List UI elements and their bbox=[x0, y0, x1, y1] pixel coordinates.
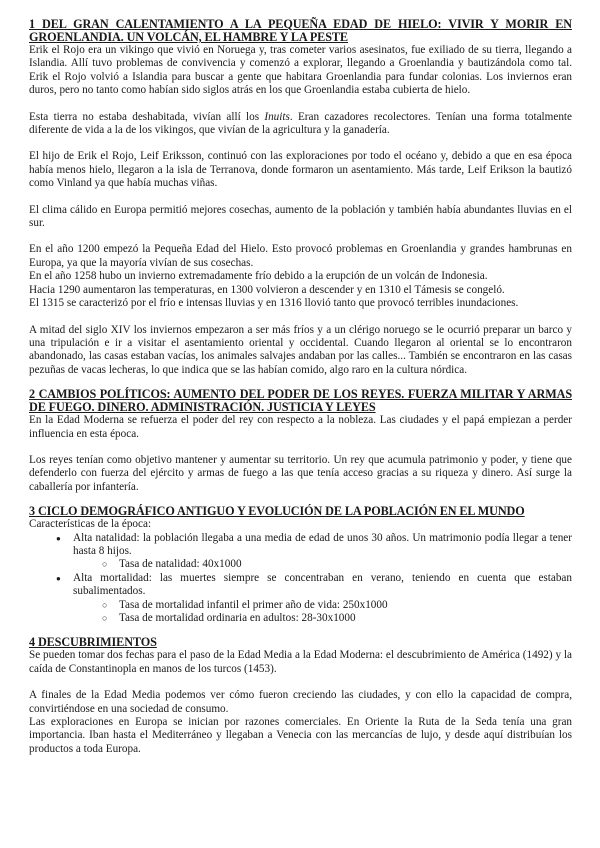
section-1-paragraph-1: Erik el Rojo era un vikingo que vivió en Noruega y, tras cometer varios asesinatos, fue exiliado de su tierra, llegando a Islandia. Allí tuvo problemas de convivencia y comenzó a explorar, llegando a Groenlandia y bautizándola como tal. Erik el Rojo volvió a Islandia para buscar a gente que habitara Groenlandia para fundar colonias. Los inviernos eran duros, pero no tanto como habían sido siglos atrás en los que Groenlandia estaba cubierta de hielo. bbox=[29, 44, 572, 97]
section-2-title: 2 CAMBIOS POLÍTICOS: AUMENTO DEL PODER DE LOS REYES. FUERZA MILITAR Y ARMAS DE FUEGO. DINERO. ADMINISTRACIÓN. JUSTICIA Y LEYES bbox=[29, 387, 572, 415]
section-1-title: 1 DEL GRAN CALENTAMIENTO A LA PEQUEÑA EDAD DE HIELO: VIVIR Y MORIR EN GROENLANDIA. UN VOLCÁN, EL HAMBRE Y LA PESTE bbox=[29, 17, 572, 44]
document-page bbox=[29, 18, 572, 756]
section-1-paragraph-6: En el año 1258 hubo un invierno extremadamente frío debido a la erupción de un volcán de Indonesia. bbox=[29, 270, 488, 283]
characteristics-list bbox=[29, 532, 572, 626]
section-2-paragraph-1: En la Edad Moderna se refuerza el poder del rey con respecto a la nobleza. Las ciudades y el papá empiezan a perder influencia en esta época. bbox=[29, 414, 572, 440]
section-1-paragraph-9: A mitad del siglo XIV los inviernos empezaron a ser más fríos y a un clérigo noruego se le ocurrió preparar un barco y una tripulación e ir a visitar el asentamiento oriental y occidental. Cuando llegaron al oriental se lo encontraron abandonado, las casas estaban vacías, los animales salvajes andaban por las calles... También se encontraron en las casas pezuñas de vacas lecheras, lo que indica que se las habían comido, algo raro en la cultura nórdica. bbox=[29, 323, 572, 376]
section-1-paragraph-4: El clima cálido en Europa permitió mejores cosechas, aumento de la población y también había abundantes lluvias en el sur. bbox=[29, 203, 572, 230]
list-subitem-tasa-natalidad: ○ Tasa de natalidad: 40x1000 bbox=[29, 558, 572, 571]
section-3-intro: Características de la época: bbox=[29, 518, 152, 531]
section-2-paragraph-2: Los reyes tenían como objetivo mantener y aumentar su territorio. Un rey que acumula patrimonio y poder, y tiene que defenderlo con fuerza del ejército y armas de fuego a las que tenía acceso gracias a su riqueza y dinero. Así surge la caballería por infantería. bbox=[29, 453, 572, 493]
section-4-paragraph-3: Las exploraciones en Europa se inician por razones comerciales. En Oriente la Ruta de la Seda tenía una gran importancia. Iban hasta el Mediterráneo y llegaban a Venecia con las mercancías de lujo, y desde aquí distribuían los productos a toda Europa. bbox=[29, 716, 572, 755]
section-1-paragraph-3: El hijo de Erik el Rojo, Leif Eriksson, continuó con las exploraciones por todo el océano y, debido a que en esa época había menos hielo, llegaron a la isla de Terranova, donde formaron un asentamiento. Más tarde, Leif Erikson la bautizó como Vinland ya que había muchas viñas. bbox=[29, 150, 572, 190]
p2-text-after: . Eran cazadores recolectores. Tenían una forma totalmente diferente de vida a la de los vikingos, que vivían de la agricultura y la ganadería. bbox=[29, 110, 572, 137]
list-item-natalidad: ● Alta natalidad: la población llegaba a una media de edad de unos 30 años. Un matrimonio podía llegar a tener hasta 8 hijos. bbox=[29, 532, 572, 559]
section-1-paragraph-5: En el año 1200 empezó la Pequeña Edad del Hielo. Esto provocó problemas en Groenlandia y grandes hambrunas en Europa, ya que la mayoría vivían de sus cosechas. bbox=[29, 243, 572, 269]
list-item-mortalidad: ● Alta mortalidad: las muertes siempre se concentraban en verano, teniendo en cuenta que estaban subalimentados. bbox=[29, 572, 572, 599]
p2-text-before: Esta tierra no estaba deshabitada, vivían allí los bbox=[29, 110, 265, 123]
inuits-term: Inuits bbox=[264, 110, 290, 123]
section-3-title: 3 CICLO DEMOGRÁFICO ANTIGUO Y EVOLUCIÓN DE LA POBLACIÓN EN EL MUNDO bbox=[29, 504, 525, 519]
section-1-paragraph-8: El 1315 se caracterizó por el frío e intensas lluvias y en 1316 llovió tanto que provocó terribles inundaciones. bbox=[29, 297, 519, 310]
section-4-paragraph-2: A finales de la Edad Media podemos ver cómo fueron creciendo las ciudades, y con ello la capacidad de compra, convirtiéndose en una sociedad de consumo. bbox=[29, 689, 572, 715]
section-4-paragraph-1: Se pueden tomar dos fechas para el paso de la Edad Media a la Edad Moderna: el descubrimiento de América (1492) y la caída de Constantinopla en manos de los turcos (1453). bbox=[29, 649, 572, 675]
section-1-paragraph-2 bbox=[29, 111, 572, 138]
list-subitem-mortalidad-adultos: ○ Tasa de mortalidad ordinaria en adultos: 28-30x1000 bbox=[29, 612, 572, 625]
list-subitem-mortalidad-infantil: ○ Tasa de mortalidad infantil el primer año de vida: 250x1000 bbox=[29, 599, 572, 612]
section-1-paragraph-7: Hacia 1290 aumentaron las temperaturas, en 1300 volvieron a descender y en 1310 el Támesis se congeló. bbox=[29, 283, 505, 296]
section-4-title: 4 DESCUBRIMIENTOS bbox=[29, 635, 157, 650]
